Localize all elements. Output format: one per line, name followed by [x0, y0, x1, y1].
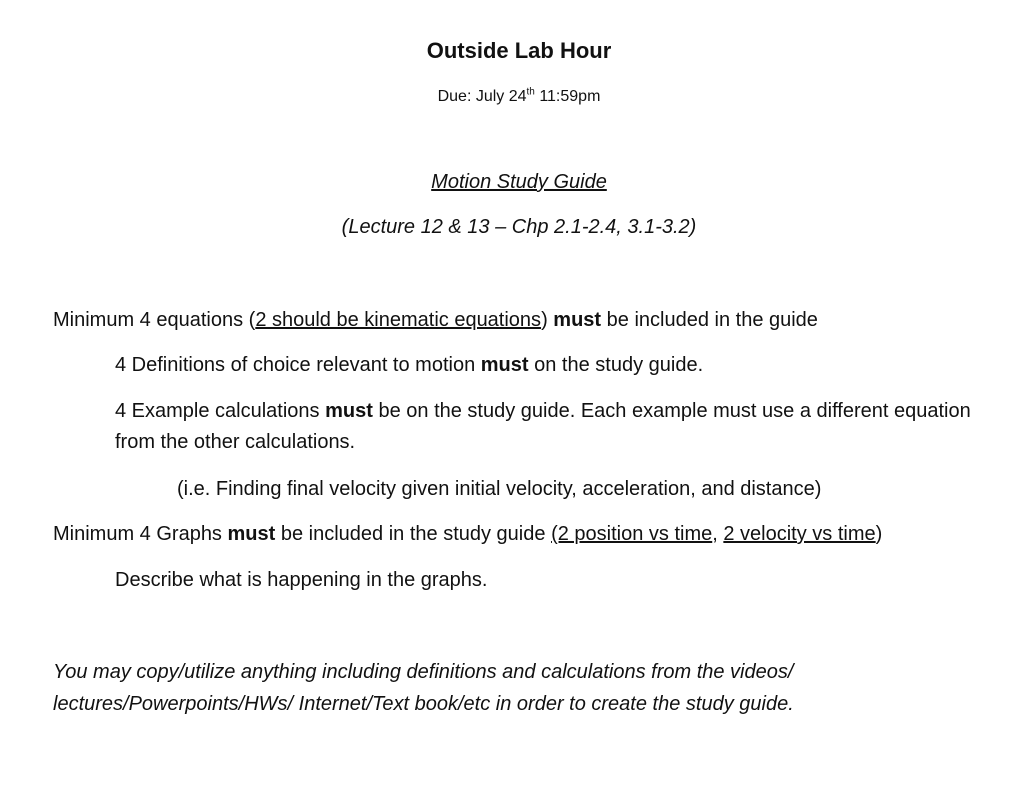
- req-calculations-must: must: [325, 400, 373, 422]
- req-equations-text: Minimum 4 equations (: [53, 309, 256, 331]
- requirement-definitions: [115, 350, 703, 381]
- req-graphs-position: (2 position vs time: [551, 523, 713, 545]
- req-equations-paren: ): [541, 309, 548, 331]
- requirement-describe-graphs: Describe what is happening in the graphs.: [115, 569, 488, 591]
- copy-permission-note: You may copy/utilize anything including definitions and calculations from the videos/ lectures/Powerpoints/HWs/ Internet/Text book/etc in order to create the study guide.: [53, 661, 794, 715]
- req-graphs-rest: be included in the study guide: [275, 523, 552, 545]
- req-equations-must: must: [553, 309, 602, 331]
- req-graphs-comma: ,: [712, 523, 724, 545]
- due-date: [0, 88, 1024, 106]
- req-calculations-text: 4 Example calculations: [115, 400, 326, 422]
- document-title: Outside Lab Hour: [426, 38, 612, 63]
- lecture-reference: (Lecture 12 & 13 – Chp 2.1-2.4, 3.1-3.2): [341, 216, 697, 238]
- calculation-example-note: (i.e. Finding final velocity given initial velocity, acceleration, and distance): [177, 478, 822, 500]
- req-definitions-rest: on the study guide.: [528, 354, 704, 376]
- req-calculations-rest: be on the study guide. Each example must use a different equation from the other calculations.: [115, 400, 971, 453]
- due-date-time: 11:59pm: [534, 88, 601, 105]
- req-equations-underlined: 2 should be kinematic equations: [255, 309, 542, 331]
- requirement-calculations: [115, 396, 985, 458]
- requirement-equations: [53, 305, 818, 336]
- req-definitions-must: must: [480, 354, 529, 376]
- req-graphs-velocity: 2 velocity vs time: [723, 523, 876, 545]
- req-graphs-text: Minimum 4 Graphs: [53, 523, 228, 545]
- due-date-prefix: Due: July 24: [437, 88, 527, 105]
- req-graphs-must: must: [227, 523, 276, 545]
- requirement-graphs: [53, 519, 882, 550]
- req-graphs-close: ): [875, 523, 883, 545]
- req-equations-rest: be included in the guide: [601, 309, 818, 331]
- study-guide-title: Motion Study Guide: [431, 171, 607, 193]
- due-date-ordinal: th: [526, 86, 535, 98]
- req-definitions-text: 4 Definitions of choice relevant to motion: [115, 354, 481, 376]
